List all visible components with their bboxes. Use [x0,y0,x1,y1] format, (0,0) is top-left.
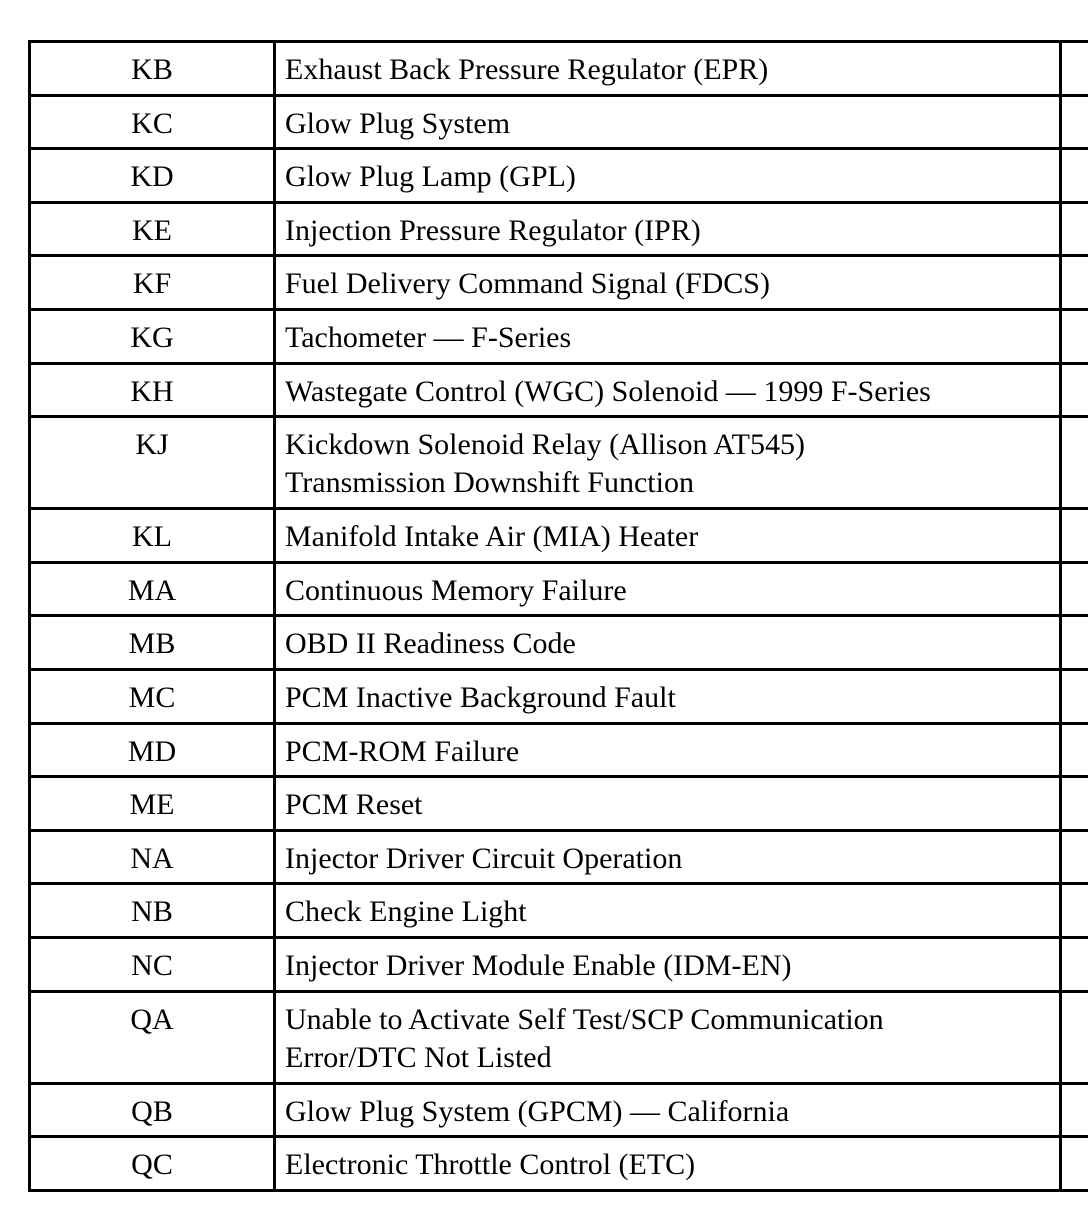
table-row [31,97,1088,151]
row-code: KC [31,97,276,148]
row-code: KJ [31,418,276,507]
row-description: Continuous Memory Failure [276,564,1062,615]
row-code: KE [31,204,276,255]
row-code: KL [31,510,276,561]
row-code: NB [31,885,276,936]
row-description: PCM Inactive Background Fault [276,671,1062,722]
row-code: QB [31,1085,276,1136]
row-extra-cell [1062,418,1088,507]
row-extra-cell [1062,1085,1088,1136]
row-extra-cell [1062,939,1088,990]
row-extra-cell [1062,97,1088,148]
row-code: KF [31,257,276,308]
row-description: Kickdown Solenoid Relay (Allison AT545) Transmission Downshift Function [276,418,1062,507]
row-description: Injector Driver Module Enable (IDM-EN) [276,939,1062,990]
row-extra-cell [1062,257,1088,308]
row-description: Manifold Intake Air (MIA) Heater [276,510,1062,561]
table-row [31,725,1088,779]
row-description: PCM Reset [276,778,1062,829]
row-description: Glow Plug Lamp (GPL) [276,150,1062,201]
row-code: MB [31,617,276,668]
row-description: Tachometer — F-Series [276,311,1062,362]
table-row [31,510,1088,564]
table-row [31,939,1088,993]
row-extra-cell [1062,1138,1088,1189]
row-description: Glow Plug System (GPCM) — California [276,1085,1062,1136]
table-row [31,43,1088,97]
table-row [31,365,1088,419]
row-extra-cell [1062,832,1088,883]
row-extra-cell [1062,365,1088,416]
row-extra-cell [1062,778,1088,829]
table-row [31,564,1088,618]
table-row [31,1085,1088,1139]
row-extra-cell [1062,993,1088,1082]
row-code: MC [31,671,276,722]
table-row [31,204,1088,258]
table-row [31,832,1088,886]
row-extra-cell [1062,725,1088,776]
table-row [31,418,1088,510]
row-extra-cell [1062,204,1088,255]
row-extra-cell [1062,617,1088,668]
row-extra-cell [1062,885,1088,936]
row-description: Electronic Throttle Control (ETC) [276,1138,1062,1189]
row-extra-cell [1062,311,1088,362]
table-row [31,778,1088,832]
table-row [31,671,1088,725]
row-description: Check Engine Light [276,885,1062,936]
row-code: MA [31,564,276,615]
row-code: MD [31,725,276,776]
row-description: OBD II Readiness Code [276,617,1062,668]
row-description: Unable to Activate Self Test/SCP Communication Error/DTC Not Listed [276,993,1062,1082]
code-table [28,40,1088,1192]
row-code: KG [31,311,276,362]
row-code: KD [31,150,276,201]
row-code: KH [31,365,276,416]
row-extra-cell [1062,150,1088,201]
row-extra-cell [1062,510,1088,561]
row-code: ME [31,778,276,829]
row-description: Exhaust Back Pressure Regulator (EPR) [276,43,1062,94]
table-row [31,150,1088,204]
row-description: Injection Pressure Regulator (IPR) [276,204,1062,255]
row-extra-cell [1062,671,1088,722]
row-extra-cell [1062,43,1088,94]
row-description: Wastegate Control (WGC) Solenoid — 1999 F-Series [276,365,1062,416]
table-row [31,993,1088,1085]
table-row [31,311,1088,365]
row-code: QC [31,1138,276,1189]
row-description: Injector Driver Circuit Operation [276,832,1062,883]
table-row [31,885,1088,939]
table-row [31,617,1088,671]
row-code: NA [31,832,276,883]
row-description: PCM-ROM Failure [276,725,1062,776]
row-description: Fuel Delivery Command Signal (FDCS) [276,257,1062,308]
row-extra-cell [1062,564,1088,615]
table-row [31,1138,1088,1192]
row-code: NC [31,939,276,990]
row-description: Glow Plug System [276,97,1062,148]
row-code: QA [31,993,276,1082]
row-code: KB [31,43,276,94]
table-row [31,257,1088,311]
